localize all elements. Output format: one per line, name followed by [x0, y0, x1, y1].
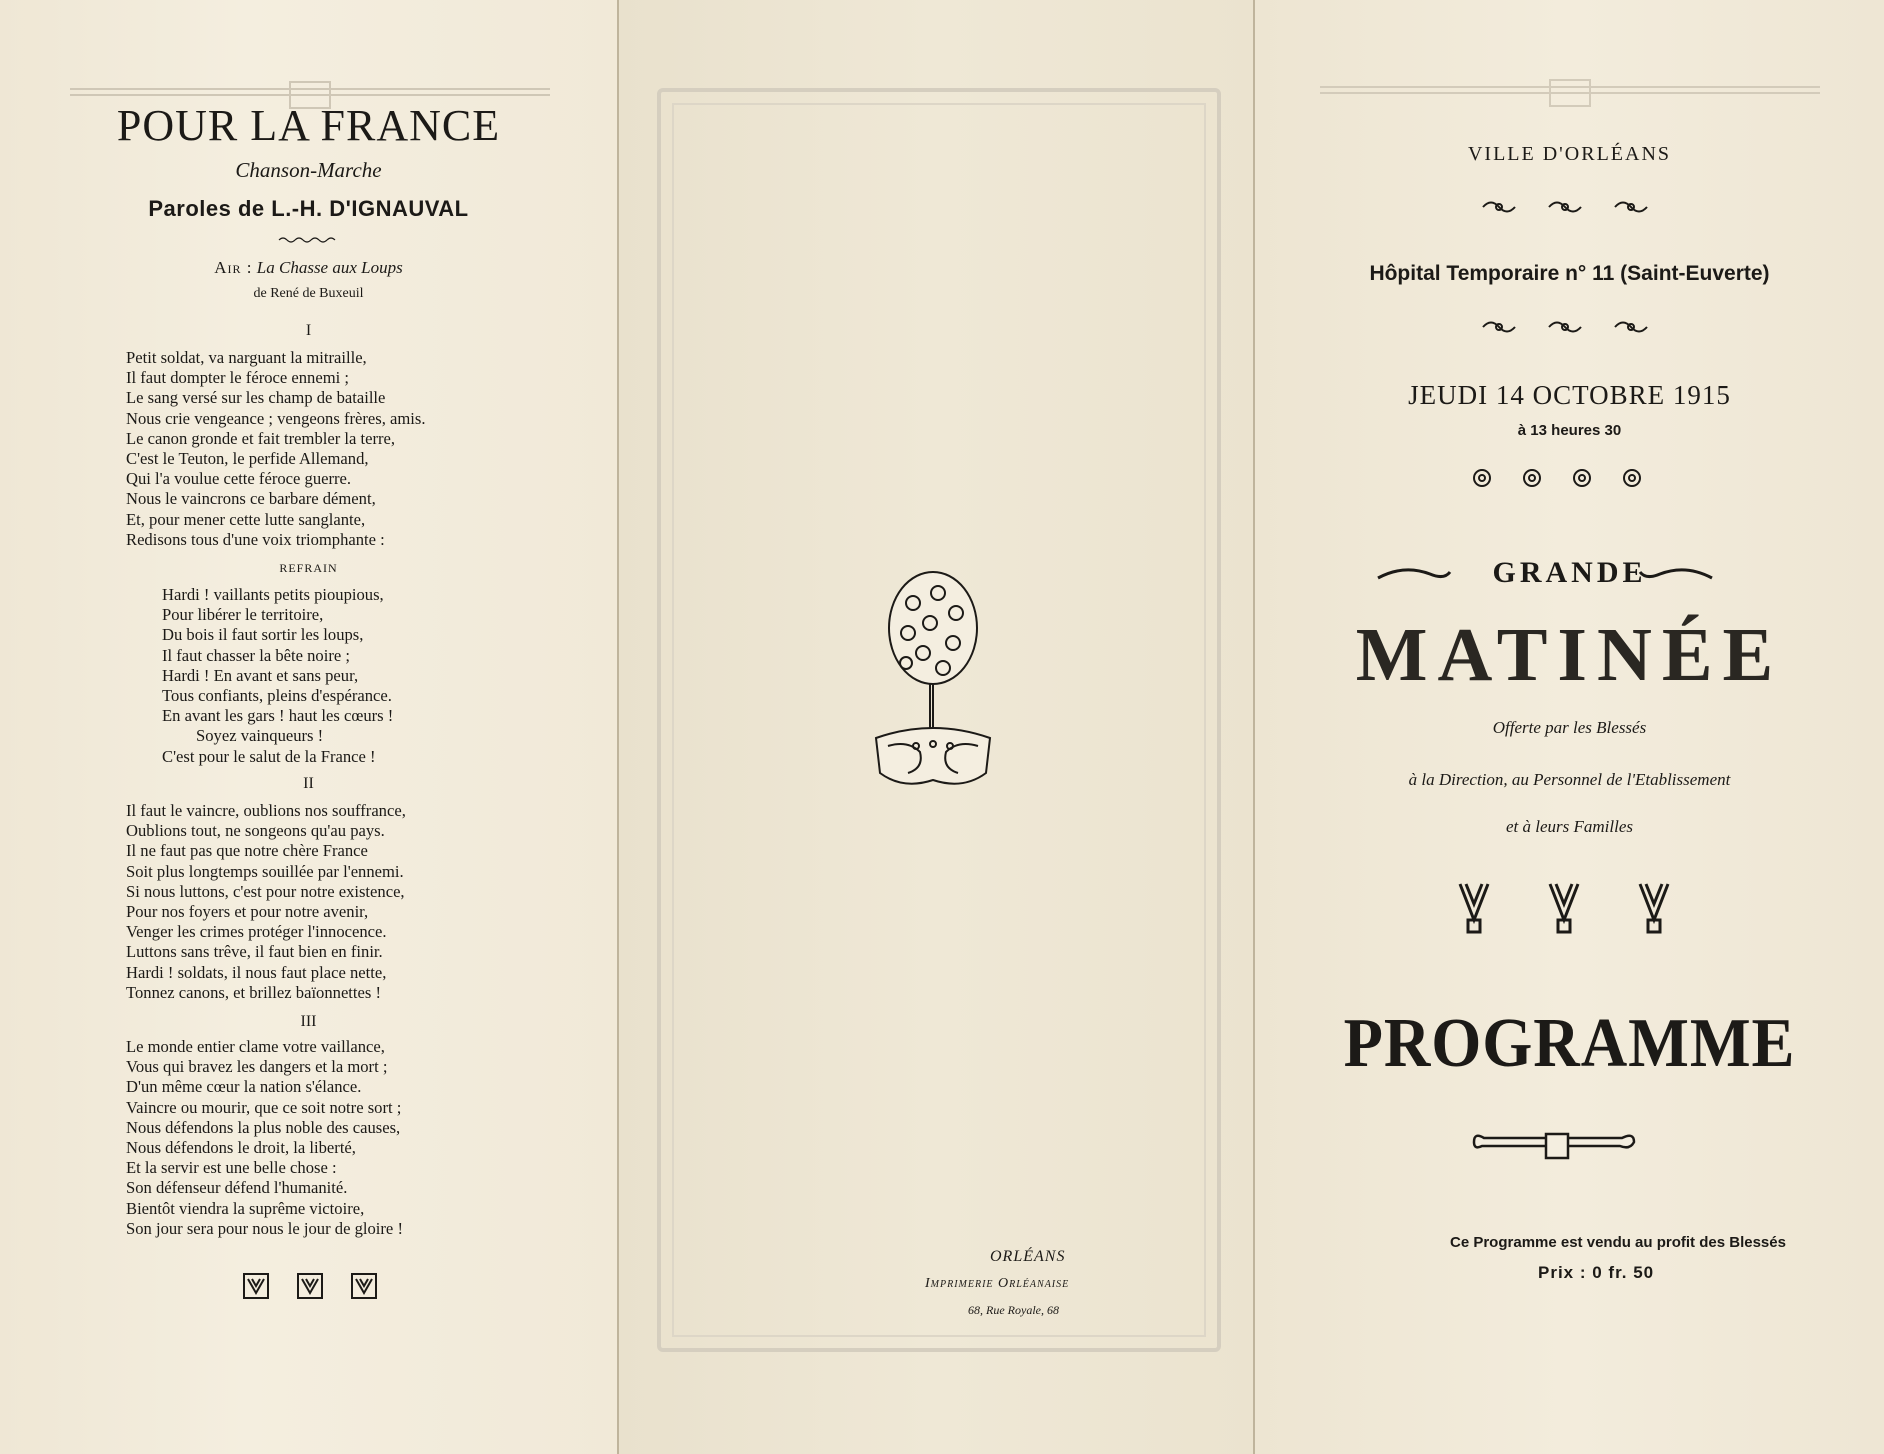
song-subtitle: Chanson-Marche	[235, 158, 382, 182]
verse-number: III	[300, 1013, 317, 1030]
verse-number: II	[303, 775, 314, 792]
monogram-ornaments	[1454, 880, 1684, 936]
composer: de René de Buxeuil	[253, 286, 364, 301]
verse-line: Nous défendons la plus noble des causes,	[126, 1117, 401, 1137]
verse-line: Le sang versé sur les champ de bataille	[126, 388, 386, 408]
verse-line: Tonnez canons, et brillez baïonnettes !	[126, 982, 382, 1002]
refrain-line: Du bois il faut sortir les loups,	[162, 625, 364, 645]
song-title: POUR LA FRANCE	[116, 101, 501, 150]
ornament-row	[1479, 196, 1659, 218]
song-author: Paroles de L.-H. D'IGNAUVAL	[148, 196, 469, 221]
verse-3	[126, 1037, 403, 1239]
programme-title: PROGRAMME	[1343, 1005, 1796, 1082]
flower-ornaments	[1470, 466, 1650, 490]
verse-line: Soit plus longtemps souillée par l'ennemi.	[126, 861, 404, 881]
verse-1	[126, 348, 426, 550]
verse-number: I	[305, 322, 312, 339]
air-label: Air :	[214, 258, 253, 277]
verse-line: Et la servir est une belle chose :	[126, 1158, 337, 1178]
ornament-row	[1479, 316, 1659, 338]
monogram-ornaments	[242, 1272, 378, 1302]
offer-line: et à leurs Familles	[1505, 817, 1633, 836]
refrain-line: C'est pour le salut de la France !	[162, 746, 376, 766]
offer-line: Offerte par les Blessés	[1492, 718, 1647, 737]
verse-line: Hardi ! soldats, il nous faut place nette,	[126, 962, 387, 982]
verse-line: Le monde entier clame votre vaillance,	[126, 1037, 385, 1056]
verse-line: Son défenseur défend l'humanité.	[126, 1178, 348, 1198]
refrain-line: Hardi ! vaillants petits pioupious,	[162, 585, 384, 604]
verse-line: Il ne faut pas que notre chère France	[126, 841, 368, 861]
printer-address: 68, Rue Royale, 68	[968, 1303, 1059, 1317]
hospital-name: Hôpital Temporaire n° 11 (Saint-Euverte)	[1369, 262, 1770, 285]
verse-line: Vaincre ou mourir, que ce soit notre sort ;	[126, 1097, 402, 1117]
ghost-border-ornament	[1310, 78, 1830, 108]
printer-name: Imprimerie Orléanaise	[925, 1276, 1070, 1291]
event-date: JEUDI 14 OCTOBRE 1915	[1408, 380, 1731, 410]
refrain-line: Il faut chasser la bête noire ;	[162, 645, 350, 665]
verse-line: Redisons tous d'une voix triomphante :	[126, 529, 385, 549]
bone-ornament	[1470, 1128, 1640, 1164]
scroll-flourish-right	[1636, 560, 1716, 586]
verse-line: Il faut dompter le féroce ennemi ;	[126, 368, 349, 388]
sale-note: Ce Programme est vendu au profit des Blessés	[1450, 1234, 1786, 1251]
price: Prix : 0 fr. 50	[1538, 1263, 1655, 1282]
offer-line: à la Direction, au Personnel de l'Etablissement	[1408, 770, 1731, 789]
verse-line: Vous qui bravez les dangers et la mort ;	[126, 1057, 388, 1077]
refrain-line: Soyez vainqueurs !	[196, 726, 324, 746]
divider-squiggle	[277, 236, 339, 244]
refrain-line: Hardi ! En avant et sans peur,	[162, 665, 359, 685]
verse-line: Si nous luttons, c'est pour notre existence,	[126, 881, 405, 901]
verse-line: Petit soldat, va narguant la mitraille,	[126, 348, 367, 367]
verse-line: Nous crie vengeance ; vengeons frères, amis.	[126, 408, 426, 428]
event-time: à 13 heures 30	[1517, 422, 1622, 439]
matinee-heading: MATINÉE	[1355, 613, 1784, 697]
verse-line: Le canon gronde et fait trembler la terre,	[126, 428, 396, 448]
printer-city: ORLÉANS	[990, 1248, 1066, 1265]
verse-line: Oublions tout, ne songeons qu'au pays.	[126, 821, 385, 841]
verse-line: Et, pour mener cette lutte sanglante,	[126, 509, 366, 529]
verse-line: Pour nos foyers et pour notre avenir,	[126, 902, 369, 922]
verse-line: C'est le Teuton, le perfide Allemand,	[126, 449, 369, 469]
verse-line: Nous le vaincrons ce barbare dément,	[126, 489, 376, 509]
verse-line: Luttons sans trêve, il faut bien en finir.	[126, 942, 383, 962]
verse-line: Nous défendons le droit, la liberté,	[126, 1138, 356, 1158]
refrain-line: En avant les gars ! haut les cœurs !	[162, 706, 394, 726]
air-title: La Chasse aux Loups	[256, 258, 403, 277]
refrain-heading: REFRAIN	[279, 561, 338, 575]
refrain-line: Pour libérer le territoire,	[162, 605, 324, 625]
air-line	[0, 258, 617, 278]
verse-line: Bientôt viendra la suprême victoire,	[126, 1198, 365, 1218]
grande-heading: GRANDE	[1492, 556, 1647, 589]
verse-line: Son jour sera pour nous le jour de gloire !	[126, 1218, 403, 1238]
verse-line: Qui l'a voulue cette féroce guerre.	[126, 469, 352, 489]
verse-line: Venger les crimes protéger l'innocence.	[126, 922, 387, 942]
verse-2	[126, 801, 406, 1003]
ville-heading: VILLE D'ORLÉANS	[1467, 143, 1672, 165]
refrain	[162, 585, 393, 767]
verse-line: Il faut le vaincre, oublions nos souffrance,	[126, 801, 406, 820]
orange-tree-illustration	[868, 568, 998, 808]
refrain-line: Tous confiants, pleins d'espérance.	[162, 686, 392, 706]
verse-line: D'un même cœur la nation s'élance.	[126, 1077, 362, 1097]
